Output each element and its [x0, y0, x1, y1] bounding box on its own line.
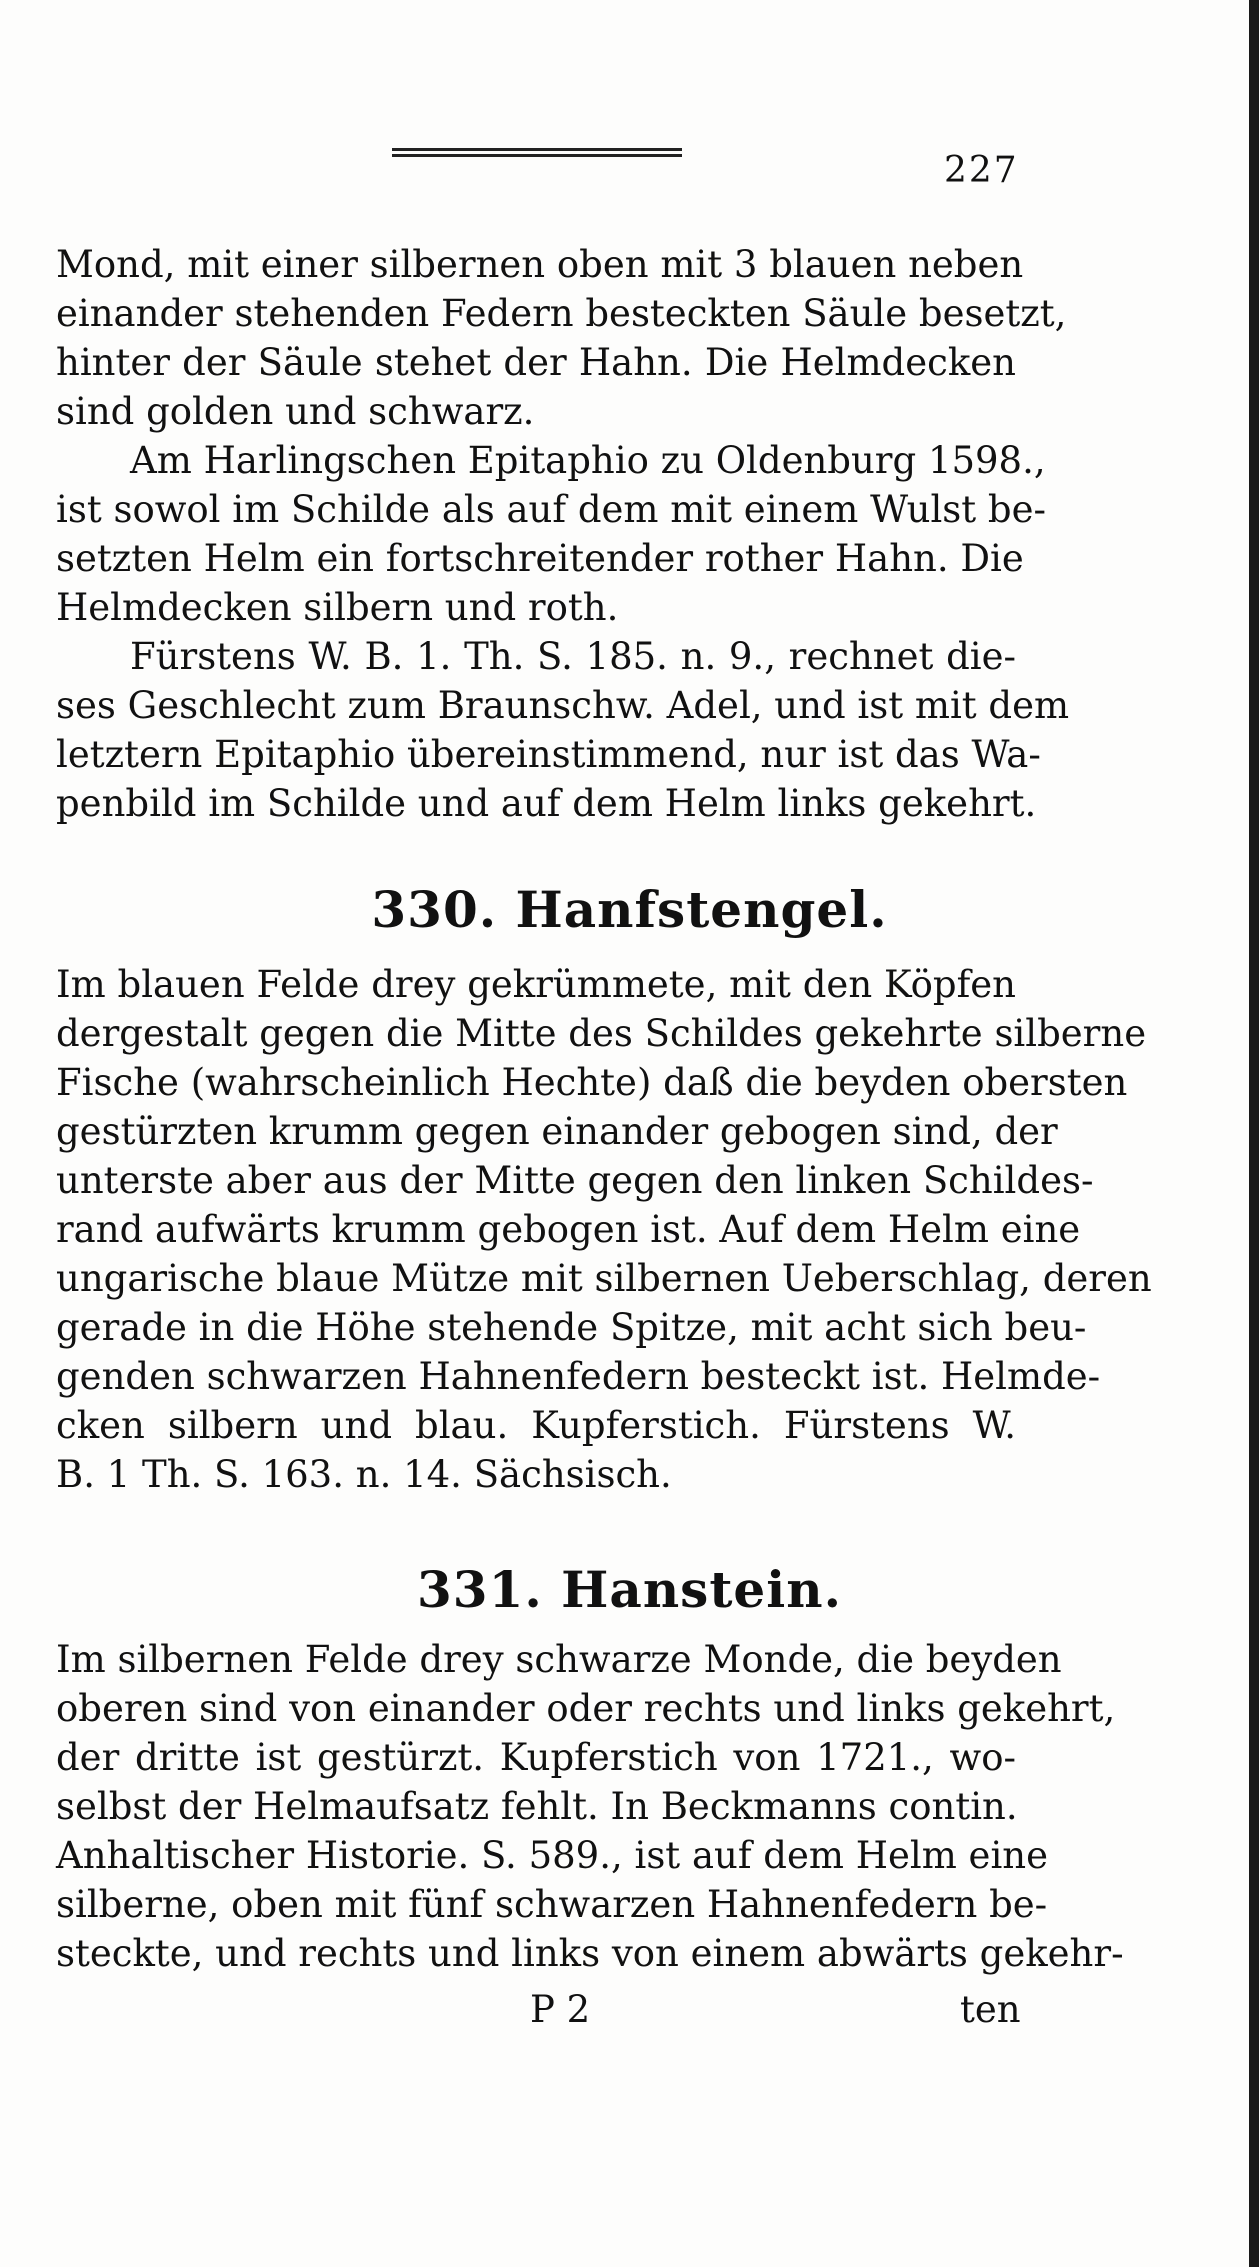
page-edge	[1249, 0, 1259, 2267]
text-line: Helmdecken silbern und roth.	[56, 586, 619, 629]
text-line: steckte, und rechts und links von einem abwärts gekehr-	[56, 1932, 1124, 1975]
continuation-text	[56, 240, 1070, 828]
text-line: selbst der Helmaufsatz fehlt. In Beckmanns contin.	[56, 1785, 1018, 1828]
text-line: Am Harlingschen Epitaphio zu Oldenburg 1598.,	[130, 439, 1046, 482]
text-line: der dritte ist gestürzt. Kupferstich von 1721., wo-	[56, 1736, 1016, 1779]
text-line: sind golden und schwarz.	[56, 390, 535, 433]
text-line: hinter der Säule stehet der Hahn. Die Helmdecken	[56, 341, 1016, 384]
text-line: Fürstens W. B. 1. Th. S. 185. n. 9., rechnet die-	[130, 635, 1016, 678]
text-line: einander stehenden Federn besteckten Säule besetzt,	[56, 292, 1067, 335]
text-line: ist sowol im Schilde als auf dem mit einem Wulst be-	[56, 488, 1047, 531]
signature-mark: P 2	[530, 1988, 591, 2031]
text-line: cken silbern und blau. Kupferstich. Fürstens W.	[56, 1404, 1016, 1447]
text-line: setzten Helm ein fortschreitender rother Hahn. Die	[56, 537, 1024, 580]
text-line: Mond, mit einer silbernen oben mit 3 blauen neben	[56, 243, 1024, 286]
text-line: oberen sind von einander oder rechts und links gekehrt,	[56, 1687, 1116, 1730]
text-line: Fische (wahrscheinlich Hechte) daß die beyden obersten	[56, 1061, 1128, 1104]
text-line: Anhaltischer Historie. S. 589., ist auf dem Helm eine	[56, 1834, 1049, 1877]
text-line: letztern Epitaphio übereinstimmend, nur ist das Wa-	[56, 733, 1041, 776]
catchword: ten	[960, 1988, 1021, 2031]
text-line: genden schwarzen Hahnenfedern besteckt ist. Helmde-	[56, 1355, 1101, 1398]
text-line: unterste aber aus der Mitte gegen den linken Schildes-	[56, 1159, 1094, 1202]
section-330-text	[56, 960, 1152, 1499]
text-line: B. 1 Th. S. 163. n. 14. Sächsisch.	[56, 1453, 672, 1496]
section-heading-330: 330. Hanfstengel.	[371, 880, 888, 939]
text-line: Im silbernen Felde drey schwarze Monde, die beyden	[56, 1638, 1062, 1681]
text-line: gerade in die Höhe stehende Spitze, mit acht sich beu-	[56, 1306, 1087, 1349]
text-line: dergestalt gegen die Mitte des Schildes gekehrte silberne	[56, 1012, 1147, 1055]
text-line: penbild im Schilde und auf dem Helm links gekehrt.	[56, 782, 1037, 825]
section-heading-331: 331. Hanstein.	[417, 1560, 842, 1619]
text-line: gestürzten krumm gegen einander gebogen sind, der	[56, 1110, 1058, 1153]
section-331-text	[56, 1635, 1124, 1978]
text-line: ungarische blaue Mütze mit silbernen Ueberschlag, deren	[56, 1257, 1152, 1300]
header-ornament-rule	[392, 148, 682, 162]
text-line: Im blauen Felde drey gekrümmete, mit den Köpfen	[56, 963, 1016, 1006]
text-line: ses Geschlecht zum Braunschw. Adel, und ist mit dem	[56, 684, 1070, 727]
text-line: silberne, oben mit fünf schwarzen Hahnenfedern be-	[56, 1883, 1048, 1926]
text-line: rand aufwärts krumm gebogen ist. Auf dem Helm eine	[56, 1208, 1081, 1251]
page-number: 227	[944, 150, 1019, 191]
